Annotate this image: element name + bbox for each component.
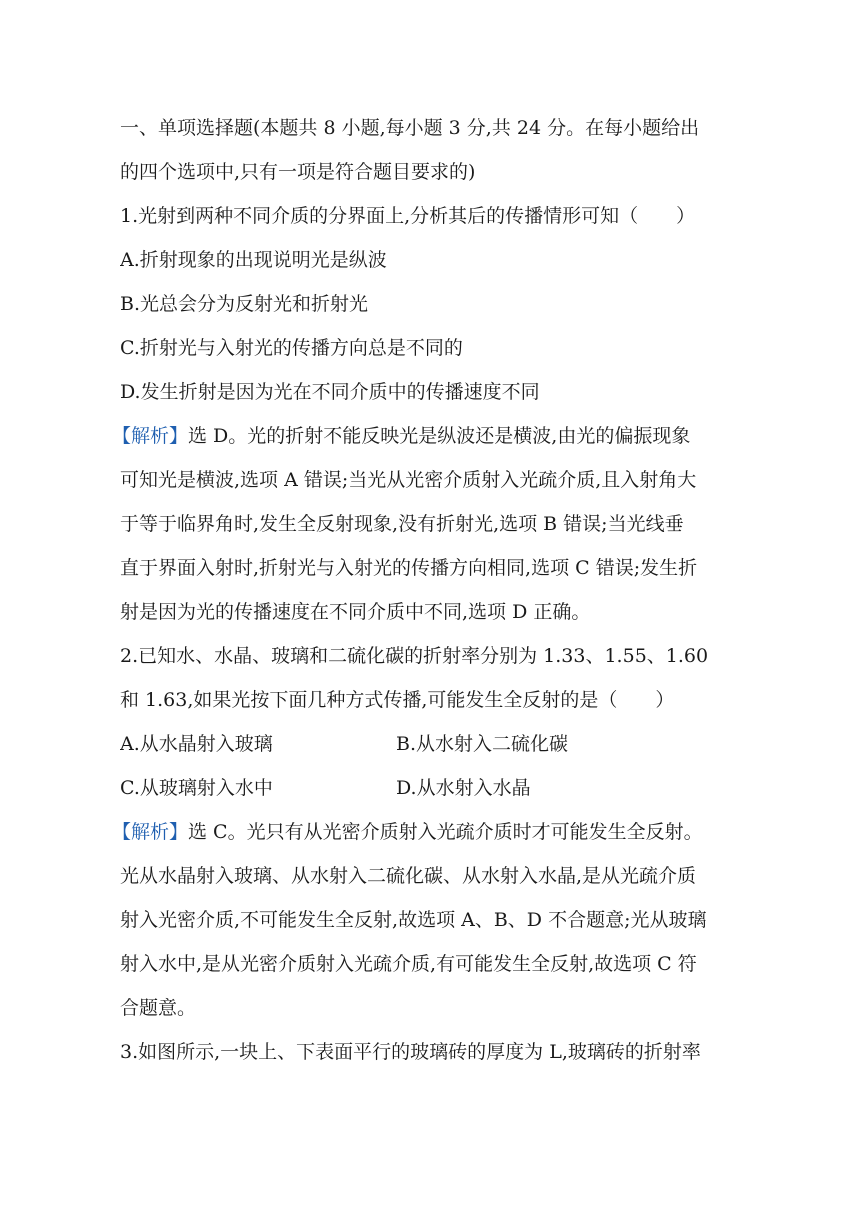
- q2-analysis-line-4: 射入水中,是从光密介质射入光疏介质,有可能发生全反射,故选项 C 符: [120, 953, 697, 975]
- q1-analysis-line-2: 可知光是横波,选项 A 错误;当光从光密介质射入光疏介质,且入射角大: [120, 469, 697, 491]
- q1-analysis-line-5: 射是因为光的传播速度在不同介质中不同,选项 D 正确。: [120, 601, 591, 623]
- q2-option-c: C.从玻璃射入水中: [120, 777, 273, 799]
- q2-analysis-line-2: 光从水晶射入玻璃、从水射入二硫化碳、从水射入水晶,是从光疏介质: [120, 865, 697, 887]
- q2-option-b: B.从水射入二硫化碳: [396, 733, 569, 755]
- q2-analysis-text-1: 选 C。光只有从光密介质射入光疏介质时才可能发生全反射。: [188, 821, 703, 843]
- q2-analysis-line-1: [112, 810, 760, 854]
- q1-analysis-line-1: [112, 414, 760, 458]
- q3-stem: 3.如图所示,一块上、下表面平行的玻璃砖的厚度为 L,玻璃砖的折射率: [120, 1041, 701, 1063]
- q1-option-d: D.发生折射是因为光在不同介质中的传播速度不同: [120, 381, 540, 403]
- q1-analysis-line-4: 直于界面入射时,折射光与入射光的传播方向相同,选项 C 错误;发生折: [120, 557, 698, 579]
- q2-option-d: D.从水射入水晶: [396, 777, 531, 799]
- section-header-line-2: 的四个选项中,只有一项是符合题目要求的): [120, 161, 476, 183]
- q1-analysis-tag: 【解析】: [112, 425, 189, 447]
- q1-stem: 1.光射到两种不同介质的分界面上,分析其后的传播情形可知（ ）: [120, 205, 696, 227]
- q2-option-a: A.从水晶射入玻璃: [120, 733, 273, 755]
- q2-stem-line-1: 2.已知水、水晶、玻璃和二硫化碳的折射率分别为 1.33、1.55、1.60: [120, 645, 709, 667]
- q2-analysis-line-5: 合题意。: [120, 997, 197, 1019]
- q2-options-row-2: [120, 766, 760, 810]
- document-page: [112, 106, 760, 1074]
- q2-options-row-1: [120, 722, 760, 766]
- section-header-line-1: 一、单项选择题(本题共 8 小题,每小题 3 分,共 24 分。在每小题给出: [120, 117, 700, 139]
- q1-analysis-text-1: 选 D。光的折射不能反映光是纵波还是横波,由光的偏振现象: [188, 425, 691, 447]
- q2-analysis-line-3: 射入光密介质,不可能发生全反射,故选项 A、B、D 不合题意;光从玻璃: [120, 909, 707, 931]
- q2-analysis-tag: 【解析】: [112, 821, 189, 843]
- q1-option-c: C.折射光与入射光的传播方向总是不同的: [120, 337, 463, 359]
- q2-stem-line-2: 和 1.63,如果光按下面几种方式传播,可能发生全反射的是（ ）: [120, 689, 675, 711]
- q1-option-a: A.折射现象的出现说明光是纵波: [120, 249, 387, 271]
- q1-analysis-line-3: 于等于临界角时,发生全反射现象,没有折射光,选项 B 错误;当光线垂: [120, 513, 684, 535]
- q1-option-b: B.光总会分为反射光和折射光: [120, 293, 369, 315]
